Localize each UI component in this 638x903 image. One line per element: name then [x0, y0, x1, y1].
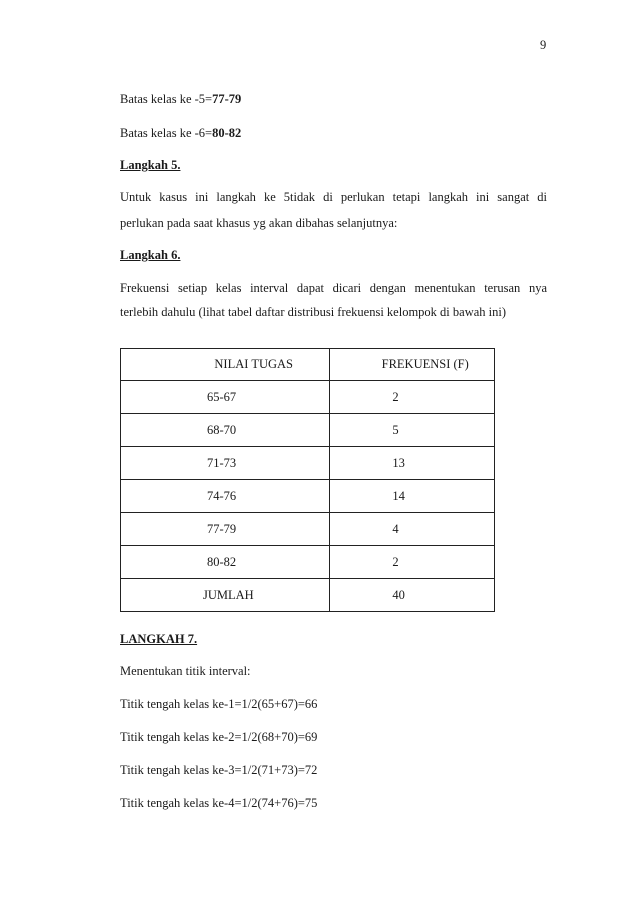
page-number: 9	[540, 38, 547, 52]
frekuensi-cell: 13	[330, 447, 495, 480]
nilai-cell: 65-67	[121, 381, 330, 414]
nilai-cell: 80-82	[121, 546, 330, 579]
jumlah-label-cell: JUMLAH	[121, 579, 330, 612]
langkah-6-heading: Langkah 6.	[120, 248, 181, 262]
nilai-cell: 71-73	[121, 447, 330, 480]
langkah-6-paragraph-line-2: terlebih dahulu (lihat tabel daftar distribusi frekuensi kelompok di bawah ini)	[120, 305, 507, 319]
table-row	[121, 381, 495, 414]
column-header-frekuensi: FREKUENSI (F)	[330, 349, 495, 381]
frequency-distribution-table	[120, 348, 495, 612]
langkah-5-paragraph-line-1: Untuk kasus ini langkah ke 5tidak di perlukan tetapi langkah ini sangat di	[120, 190, 547, 204]
nilai-cell: 68-70	[121, 414, 330, 447]
frekuensi-cell: 14	[330, 480, 495, 513]
table-row	[121, 513, 495, 546]
langkah-6-paragraph-line-1: Frekuensi setiap kelas interval dapat dicari dengan menentukan terusan nya	[120, 281, 547, 295]
frekuensi-cell: 4	[330, 513, 495, 546]
table-row	[121, 480, 495, 513]
batas-value: 77-79	[212, 92, 242, 106]
frekuensi-cell: 5	[330, 414, 495, 447]
nilai-cell: 77-79	[121, 513, 330, 546]
table-header-row	[121, 349, 495, 381]
table-row	[121, 447, 495, 480]
titik-tengah-item-3: Titik tengah kelas ke-3=1/2(71+73)=72	[120, 763, 318, 777]
langkah-7-heading: LANGKAH 7.	[120, 632, 198, 646]
table-total-row	[121, 579, 495, 612]
langkah-7-intro: Menentukan titik interval:	[120, 664, 251, 678]
table-row	[121, 546, 495, 579]
titik-tengah-item-4: Titik tengah kelas ke-4=1/2(74+76)=75	[120, 796, 318, 810]
titik-tengah-item-2: Titik tengah kelas ke-2=1/2(68+70)=69	[120, 730, 318, 744]
titik-tengah-item-1: Titik tengah kelas ke-1=1/2(65+67)=66	[120, 697, 318, 711]
batas-kelas-6	[120, 126, 241, 141]
column-header-nilai-tugas: NILAI TUGAS	[121, 349, 330, 381]
jumlah-value-cell: 40	[330, 579, 495, 612]
batas-kelas-5	[120, 92, 241, 107]
batas-value: 80-82	[212, 126, 242, 140]
batas-label: Batas kelas ke -5=	[120, 92, 213, 106]
langkah-5-heading: Langkah 5.	[120, 158, 181, 172]
frekuensi-cell: 2	[330, 381, 495, 414]
langkah-5-paragraph-line-2: perlukan pada saat khasus yg akan dibahas selanjutnya:	[120, 216, 398, 230]
nilai-cell: 74-76	[121, 480, 330, 513]
batas-label: Batas kelas ke -6=	[120, 126, 213, 140]
table-row	[121, 414, 495, 447]
frekuensi-cell: 2	[330, 546, 495, 579]
